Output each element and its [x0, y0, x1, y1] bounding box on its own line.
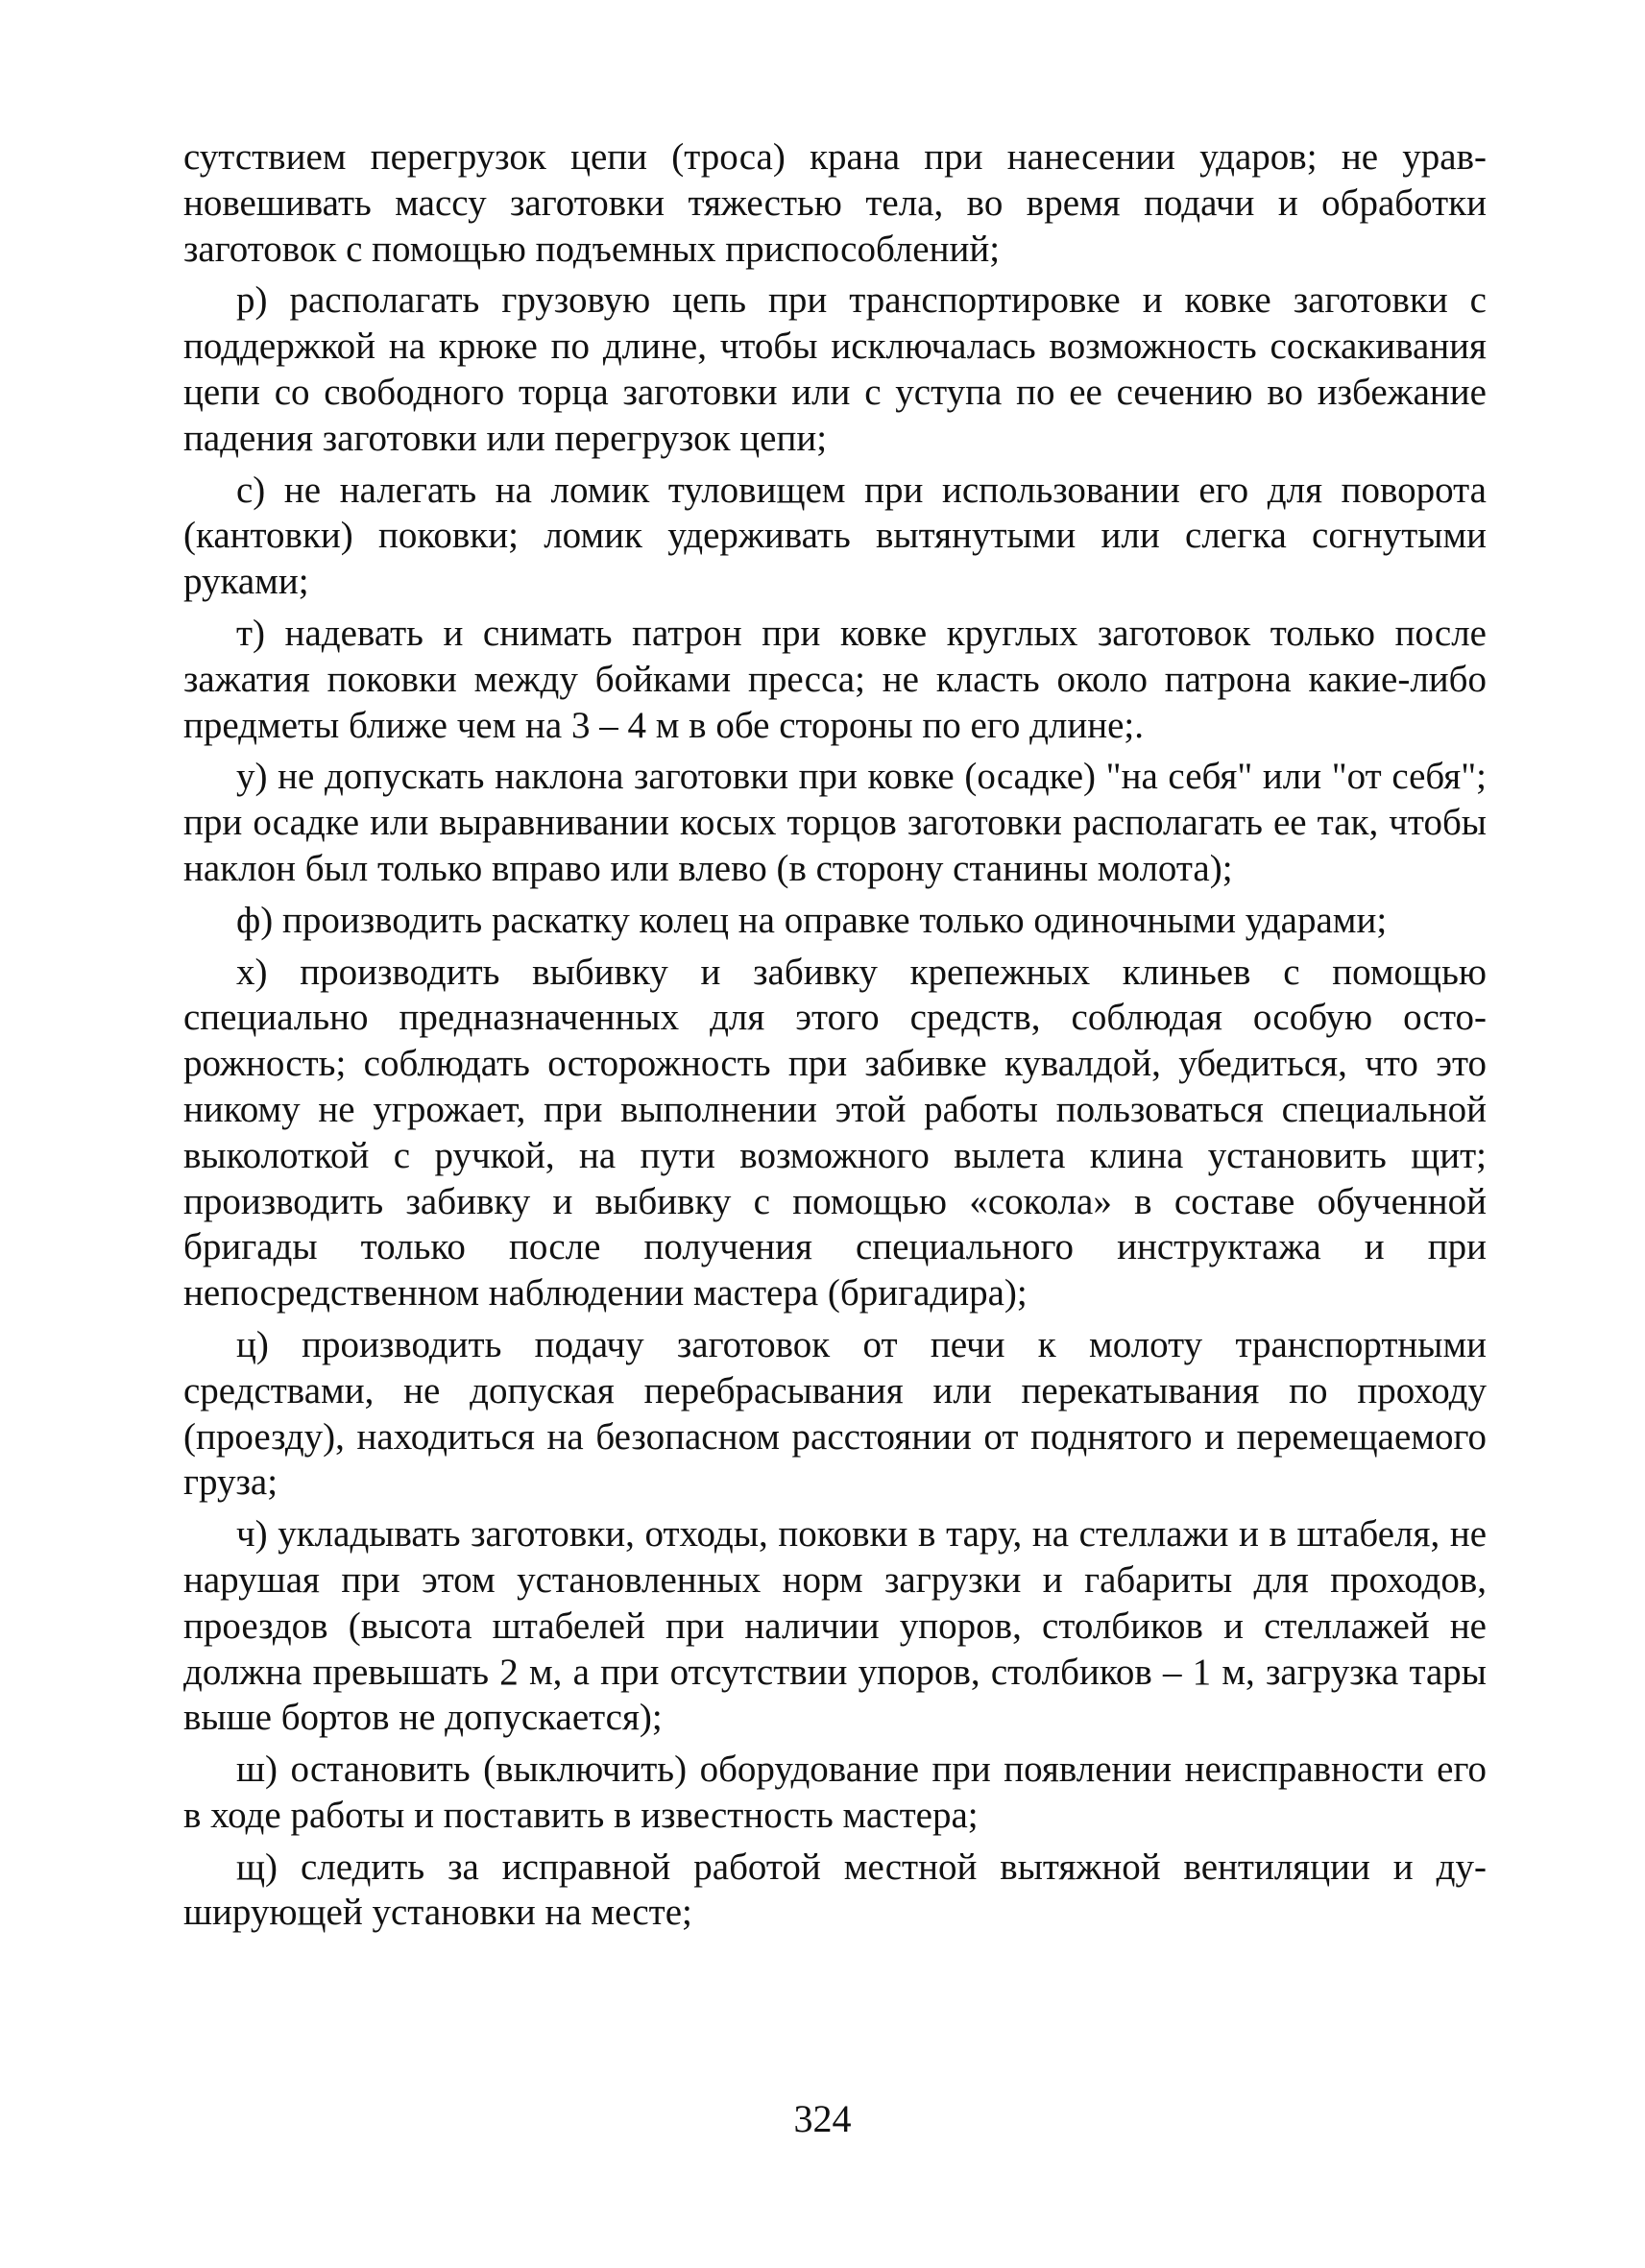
paragraph-item-u: у) не допускать наклона заготовки при ковке (осадке) "на себя" или "от себя"; при осадке или выравнивании косых торцов заготовки располагать ее так, чтобы наклон был только вправо или влево (в сторону станины молота);: [183, 756, 1487, 889]
paragraph-item-shch: щ) следить за исправной работой местной вытяжной вентиляции и душирующей установки на месте;: [183, 1846, 1487, 1934]
paragraph-item-f: ф) производить раскатку колец на оправке только одиночными ударами;: [236, 899, 1388, 941]
paragraph-item-r: р) располагать грузовую цепь при транспортировке и ковке заготовки с поддержкой на крюке по длине, чтобы исключалась возможность соскакивания цепи со свободного торца заготовки или с уступа по ее сечению во избежание падения заготовки или перегрузок цепи;: [183, 279, 1487, 459]
paragraph-item-ch: ч) укладывать заготовки, отходы, поковки в тару, на стеллажи и в штабеля, не нарушая при этом установленных норм загрузки и габариты для проходов, проездов (высота штабелей при наличии упоров, столбиков и стеллажей не должна превышать 2 м, а при отсутствии упоров, столбиков – 1 м, загрузка тары выше бортов не допускается);: [183, 1513, 1487, 1739]
paragraph-item-sh: ш) остановить (выключить) оборудование при появлении неисправности его в ходе работы и поставить в известность мастера;: [183, 1749, 1487, 1836]
page-number: 324: [793, 2097, 852, 2140]
paragraph-item-t: т) надевать и снимать патрон при ковке круглых заготовок только после зажатия поковки между бойками пресса; не класть около патрона какие-либо предметы ближе чем на 3 – 4 м в обе стороны по его длине;.: [183, 612, 1487, 746]
paragraph-continuation: сутствием перегрузок цепи (троса) крана при нанесении ударов; не уравновешивать массу заготовки тяжестью тела, во время подачи и обработки заготовок с помощью подъемных приспособлений;: [183, 136, 1487, 270]
paragraph-item-s: с) не налегать на ломик туловищем при использовании его для поворота (кантовки) поковки; ломик удерживать вытянутыми или слегка согнутыми руками;: [183, 469, 1487, 603]
paragraph-item-ts: ц) производить подачу заготовок от печи к молоту транспортными средствами, не допуская перебрасывания или перекатывания по проходу (проезду), находиться на безопасном расстоянии от поднятого и перемещаемого груза;: [183, 1323, 1487, 1504]
body-text: [183, 134, 1487, 1942]
paragraph-item-kh: х) производить выбивку и забивку крепежных клиньев с помощью специально предназначенных для этого средств, соблюдая особую осторожность; соблюдать осторожность при забивке кувалдой, убедиться, что это никому не угрожает, при выполнении этой работы пользоваться специальной выколоткой с ручкой, на пути возможного вылета клина установить щит; производить забивку и выбивку с помощью «сокола» в составе обученной бригады только после получения специального инструктажа и при непосредственном наблюдении мастера (бригадира);: [183, 951, 1487, 1315]
